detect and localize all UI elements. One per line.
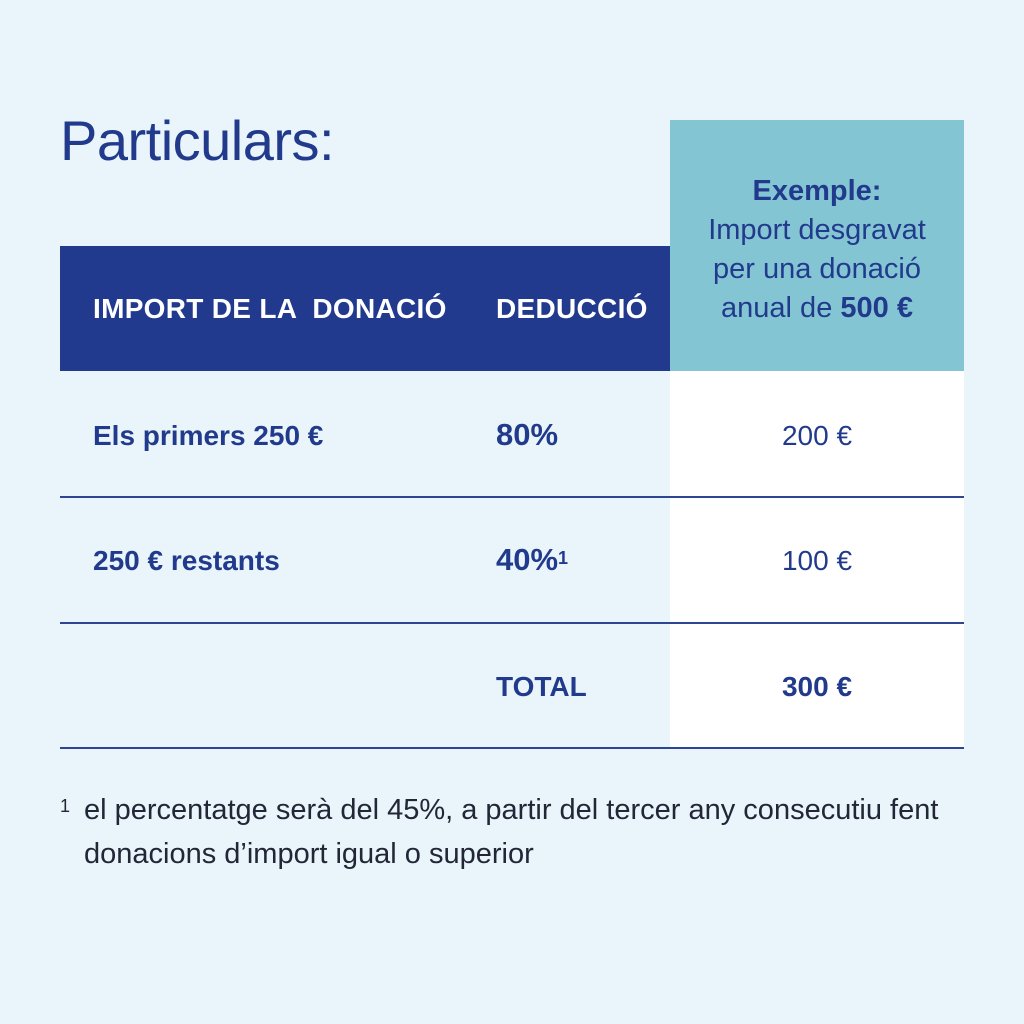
row-1-amount: Els primers 250 € bbox=[93, 420, 324, 451]
row-1-deduction-value: 80% bbox=[496, 417, 559, 452]
footnote bbox=[60, 788, 960, 876]
example-line-3 bbox=[670, 289, 964, 328]
row-divider bbox=[60, 496, 964, 498]
page-title: Particulars: bbox=[60, 109, 335, 172]
row-2-footnote-marker: 1 bbox=[558, 548, 569, 568]
footnote-marker: 1 bbox=[60, 796, 71, 816]
header-amount: IMPORT DE LA DONACIÓ bbox=[93, 293, 447, 324]
example-amount: 500 € bbox=[840, 292, 913, 324]
header-deduction: DEDUCCIÓ bbox=[496, 293, 648, 324]
total-value: 300 € bbox=[781, 671, 853, 702]
example-line-1: Import desgravat bbox=[708, 214, 926, 246]
row-divider bbox=[60, 747, 964, 749]
example-line-3-prefix: anual de bbox=[721, 292, 841, 324]
total-label: TOTAL bbox=[496, 671, 587, 702]
row-1-deduction bbox=[496, 418, 558, 452]
footnote-text: el percentatge serà del 45%, a partir del tercer any consecutiu fent donacions d’import igual o superior bbox=[84, 794, 939, 870]
row-divider bbox=[60, 622, 964, 624]
example-title: Exemple: bbox=[752, 175, 882, 207]
row-2-deduction bbox=[496, 543, 568, 577]
row-1-example: 200 € bbox=[781, 420, 853, 451]
row-2-amount: 250 € restants bbox=[93, 545, 280, 576]
example-header bbox=[670, 120, 964, 371]
example-line-2: per una donació bbox=[713, 253, 921, 285]
row-2-example: 100 € bbox=[781, 545, 853, 576]
row-2-deduction-value: 40% bbox=[496, 542, 559, 577]
